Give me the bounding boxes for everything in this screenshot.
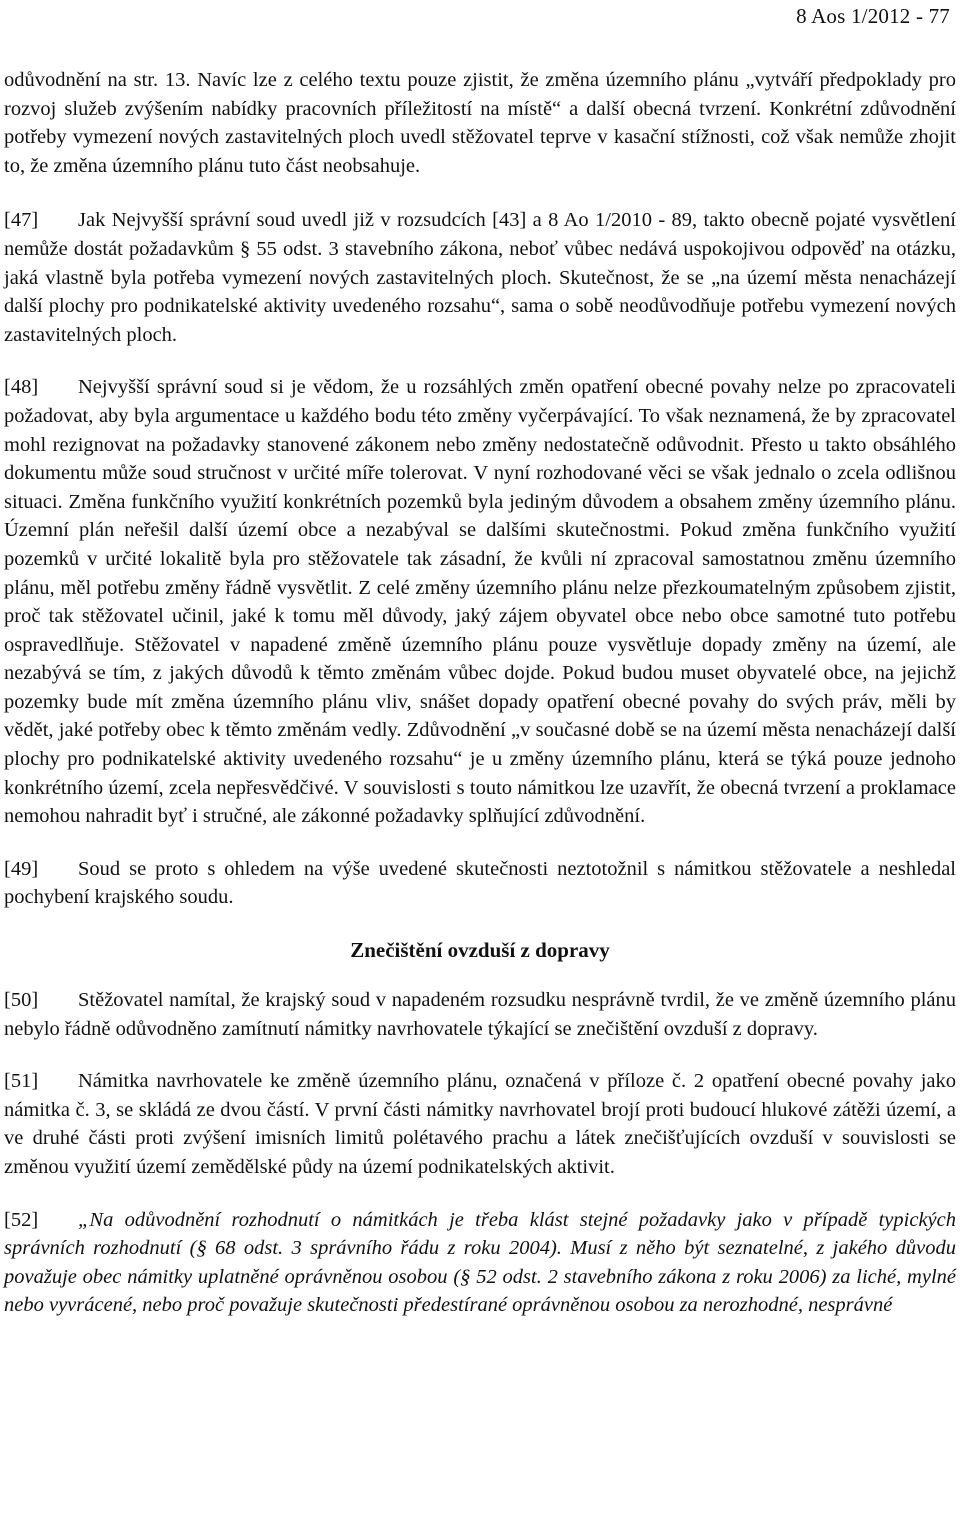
paragraph-49 bbox=[4, 855, 956, 912]
paragraph-51 bbox=[4, 1067, 956, 1181]
paragraph-number: [47] bbox=[4, 209, 39, 232]
page-reference: 8 Aos 1/2012 - 77 bbox=[796, 4, 950, 28]
paragraph-number: [52] bbox=[4, 1208, 39, 1231]
paragraph-continuation: odůvodnění na str. 13. Navíc lze z celého textu pouze zjistit, že změna územního plánu „vytváří předpoklady pro rozvoj služeb zvýšením nabídky pracovních příležitostí na místě“ a další obecná tvrzení. Konkrétní zdůvodnění potřeby vymezení nových zastavitelných ploch uvedl stěžovatel teprve v kasační stížnosti, což však nemůže zhojit to, že změna územního plánu tuto část neobsahuje. bbox=[4, 69, 956, 177]
document-body bbox=[4, 66, 956, 1344]
paragraph-50 bbox=[4, 986, 956, 1043]
paragraph-text: Soud se proto s ohledem na výše uvedené skutečnosti neztotožnil s námitkou stěžovatele a neshledal pochybení krajského soudu. bbox=[4, 857, 956, 909]
paragraph-text: Jak Nejvyšší správní soud uvedl již v rozsudcích [43] a 8 Ao 1/2010 - 89, takto obecně pojaté vysvětlení nemůže dostát požadavkům § 55 odst. 3 stavebního zákona, neboť vůbec nedává uspokojivou odpověď na otázku, jaká vlastně byla potřeba vymezení nových zastavitelných ploch. Skutečnost, že se „na území města nenacházejí další plochy pro podnikatelské aktivity uvedeného rozsahu“, sama o sobě neodůvodňuje potřebu vymezení nových zastavitelných ploch. bbox=[4, 209, 956, 346]
paragraph-text: Nejvyšší správní soud si je vědom, že u rozsáhlých změn opatření obecné povahy nelze po zpracovateli požadovat, aby byla argumentace u každého bodu této změny vyčerpávající. To však neznamená, že by zpracovatel mohl rezignovat na požadavky stanovené zákonem nebo změny nedostatečně odůvodnit. Přesto u takto obsáhlého dokumentu může soud stručnost v určité míře tolerovat. V nyní rozhodované věci se však jednalo o zcela odlišnou situaci. Změna funkčního využití konkrétních pozemků byla jediným důvodem a obsahem změny územního plánu. Územní plán neřešil další území obce a nezabýval se dalšími skutečnostmi. Pokud změna funkčního využití pozemků v určité lokalitě byla pro stěžovatele tak zásadní, že kvůli ní zpracoval samostatnou změnu územního plánu, měl potřebu změny řádně vysvětlit. Z celé změny územního plánu nelze přezkoumatelným způsobem zjistit, proč tak stěžovatel učinil, jaké k tomu měl důvody, jaký zájem obyvatel obce nebo obce samotné tuto potřebu ospravedlňuje. Stěžovatel v napadené změně územního plánu pouze vysvětluje dopady změny na území, ale nezabývá se tím, z jakých důvodů k těmto změnám vůbec dojde. Pokud budou muset obyvatelé obce, na jejichž pozemky bude mít změna územního plánu vliv, snášet dopady opatření obecné povahy do svých práv, měli by vědět, jaké potřeby obec k těmto změnám vedly. Zdůvodnění „v současné době se na území města nenacházejí další plochy pro podnikatelské aktivity uvedeného rozsahu“ je u změny územního plánu, která se týká pouze jednoho konkrétního území, zcela nepřesvědčivé. V souvislosti s touto námitkou lze uzavřít, že obecná tvrzení a proklamace nemohou nahradit byť i stručné, ale zákonné požadavky splňující zdůvodnění. bbox=[4, 376, 956, 828]
paragraph-52 bbox=[4, 1206, 956, 1320]
paragraph-number: [51] bbox=[4, 1070, 39, 1093]
paragraph-47 bbox=[4, 206, 956, 349]
paragraph-text: Stěžovatel namítal, že krajský soud v napadeném rozsudku nesprávně tvrdil, že ve změně územního plánu nebylo řádně odůvodněno zamítnutí námitky navrhovatele týkající se znečištění ovzduší z dopravy. bbox=[4, 989, 956, 1040]
paragraph-text: Námitka navrhovatele ke změně územního plánu, označená v příloze č. 2 opatření obecné povahy jako námitka č. 3, se skládá ze dvou částí. V první části námitky navrhovatel brojí proti budoucí hlukové zátěži území, a ve druhé části proti zvýšení imisních limitů polétavého prachu a látek znečišťujících ovzduší v souvislosti se změnou využití území zemědělské půdy na území podnikatelských aktivit. bbox=[4, 1070, 956, 1178]
paragraph-48 bbox=[4, 373, 956, 831]
section-heading: Znečištění ovzduší z dopravy bbox=[350, 938, 610, 963]
paragraph-number: [49] bbox=[4, 857, 39, 880]
paragraph-number: [48] bbox=[4, 376, 39, 399]
paragraph-text: „Na odůvodnění rozhodnutí o námitkách je třeba klást stejné požadavky jako v případě typických správních rozhodnutí (§ 68 odst. 3 správního řádu z roku 2004). Musí z něho být seznatelné, z jakého důvodu považuje obec námitky uplatněné oprávněnou osobou (§ 52 odst. 2 stavebního zákona z roku 2006) za liché, mylné nebo vyvrácené, nebo proč považuje skutečnosti předestírané oprávněnou osobou za nerozhodné, nesprávné bbox=[4, 1208, 956, 1317]
paragraph-number: [50] bbox=[4, 989, 39, 1012]
